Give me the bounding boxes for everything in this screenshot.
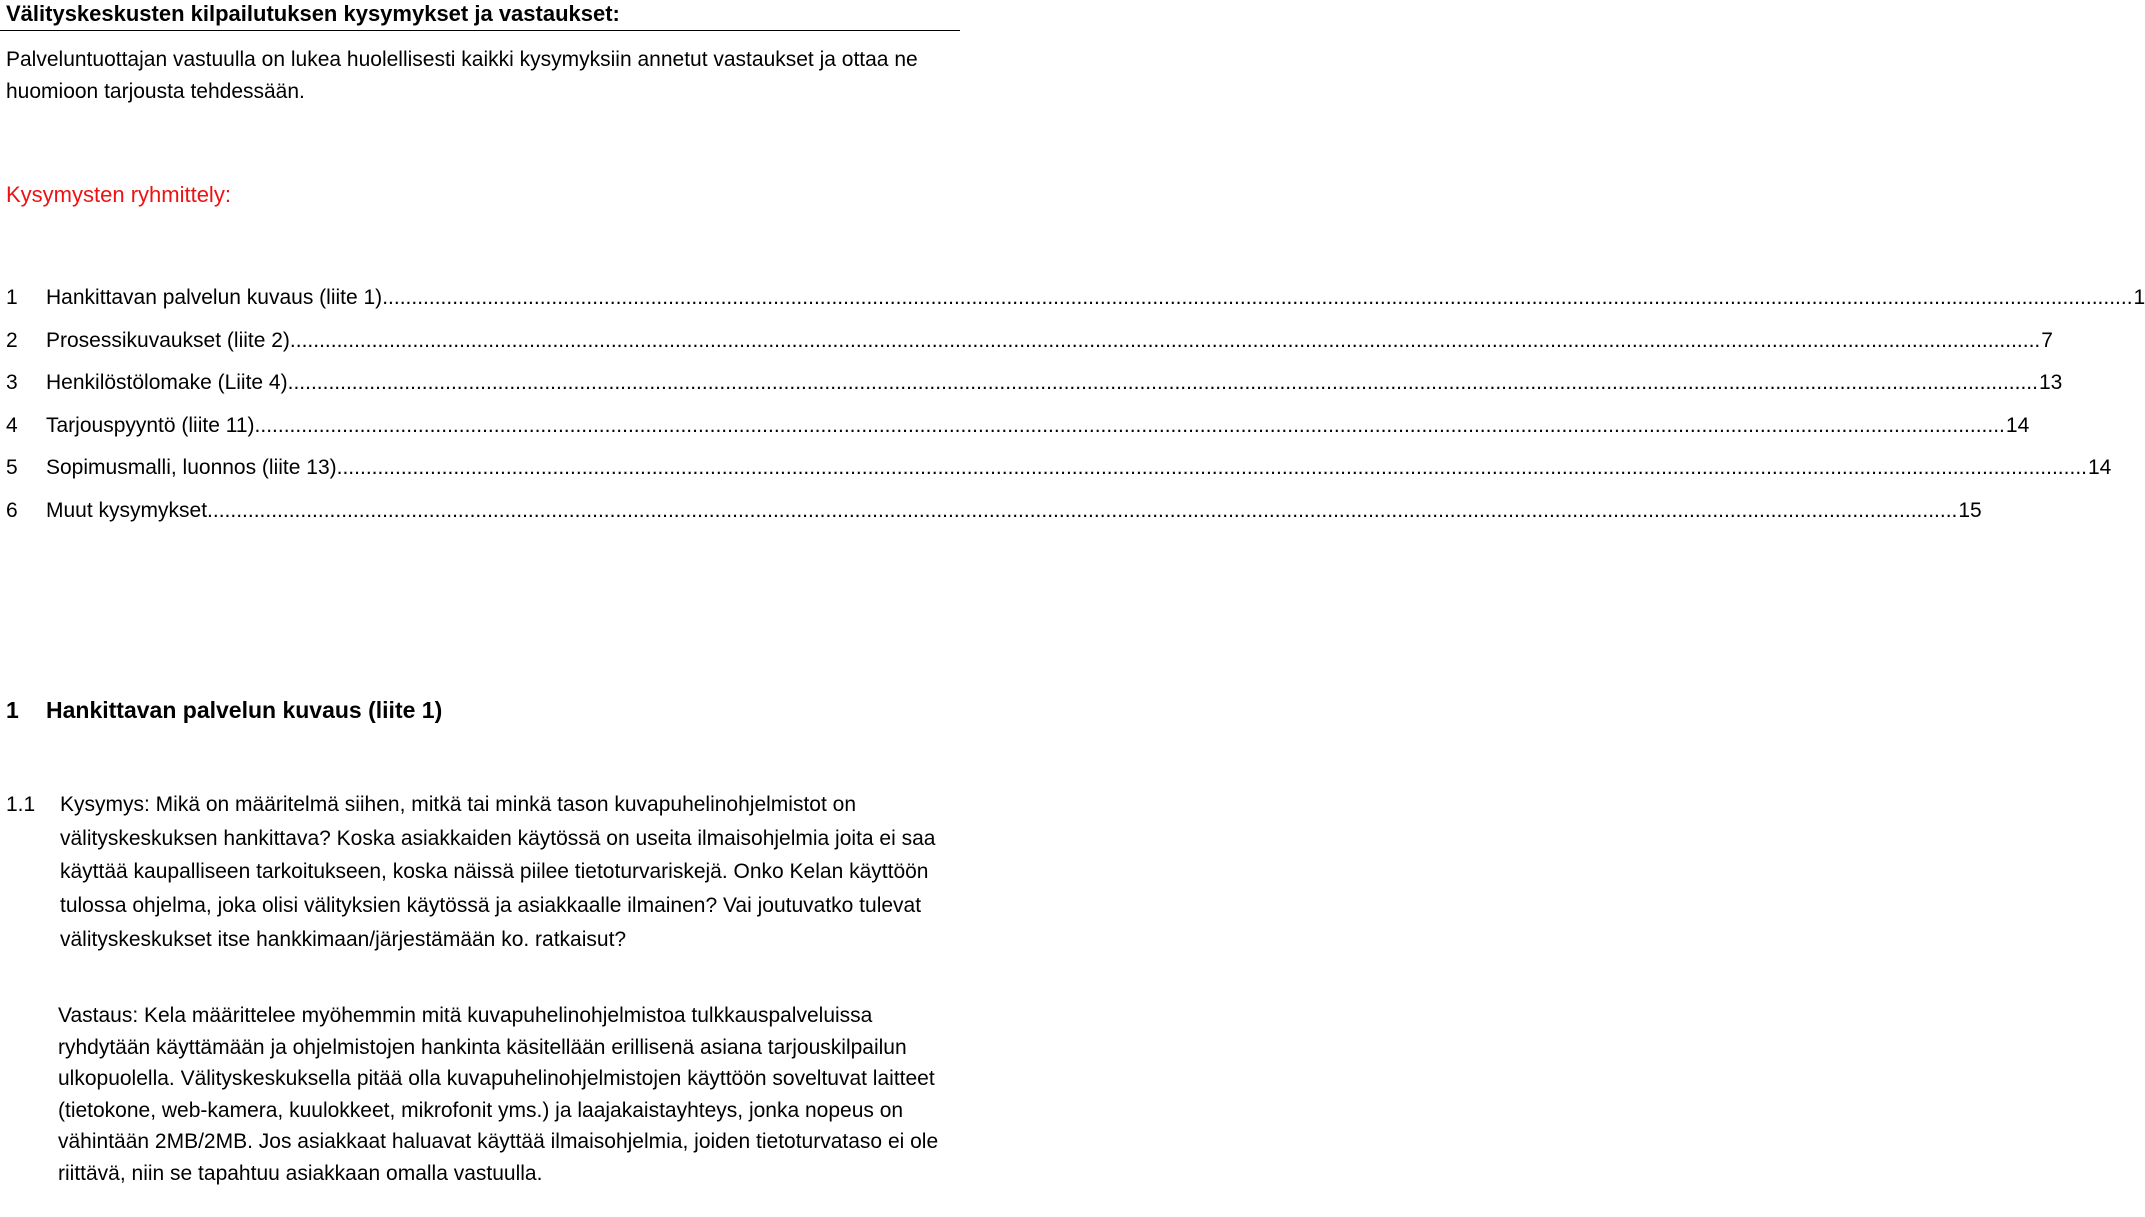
toc-leader-dots: ............................................................................................................................................................................................................................................................................................................ [287,371,2038,394]
toc-entry-label: Tarjouspyyntö (liite 11) [46,413,255,437]
toc-entry-label: Sopimusmalli, luonnos (liite 13) [46,456,337,479]
toc-leader-dots: ............................................................................................................................................................................................................................................................................................................ [207,498,1958,522]
toc-heading: Kysymysten ryhmittely: [6,182,231,207]
toc-entry-page: 15 [1958,498,1982,522]
toc-entry-number: 5 [6,456,18,479]
toc-entry-number: 6 [6,498,18,522]
intro-paragraph: Palveluntuottajan vastuulla on lukea huolellisesti kaikki kysymyksiin annetut vastaukset ja ottaa ne huomioon tarjousta tehdessään. [6,48,918,103]
toc-leader-dots: ............................................................................................................................................................................................................................................................................................................ [336,456,2087,479]
document-title: Välityskeskusten kilpailutuksen kysymykset ja vastaukset: [6,1,620,26]
toc-entry-number: 4 [6,413,18,437]
toc-entry[interactable] [6,365,2063,408]
toc-entry-number: 1 [6,286,18,309]
toc-entry[interactable] [6,450,2112,493]
toc-entry[interactable] [6,408,2030,451]
toc-entry-label: Hankittavan palvelun kuvaus (liite 1) [46,286,383,309]
answer-text: Vastaus: Kela määrittelee myöhemmin mitä kuvapuhelinohjelmistoa tulkkauspalveluissa ryhdytään käyttämään ja ohjelmistojen hankinta käsitellään erillisenä asiana tarjouskilpailun ulkopuolella. Välityskeskuksella pitää olla kuvapuhelinohjelmistojen käyttöön soveltuvat laitteet (tietokone, web-kamera, kuulokkeet, mikrofonit yms.) ja laajakaistayhteys, jonka nopeus on vähintään 2MB/2MB. Jos asiakkaat haluavat käyttää ilmaisohjelmia, joiden tietoturvataso ei ole riittävä, niin se tapahtuu asiakkaan omalla vastuulla. [58,1004,939,1185]
toc-leader-dots: ............................................................................................................................................................................................................................................................................................................ [254,413,2005,437]
section-number: 1 [6,697,19,723]
toc-entry-number: 3 [6,371,18,394]
toc-entry[interactable] [6,323,2053,366]
section-title: Hankittavan palvelun kuvaus (liite 1) [46,697,443,723]
toc-entry-number: 2 [6,328,18,352]
answer-block [58,1000,958,1189]
toc-leader-dots: ............................................................................................................................................................................................................................................................................................................ [382,286,2133,309]
toc-entry-page: 7 [2041,328,2053,352]
toc-entry[interactable] [6,493,1982,536]
table-of-contents [6,280,2145,535]
toc-entry[interactable] [6,280,2145,323]
toc-entry-page: 14 [2005,413,2030,437]
toc-entry-page: 1 [2133,286,2145,309]
toc-leader-dots: ............................................................................................................................................................................................................................................................................................................ [289,328,2041,352]
question-number: 1.1 [6,793,36,816]
toc-entry-label: Henkilöstölomake (Liite 4) [46,371,288,394]
toc-entry-label: Muut kysymykset [46,498,208,522]
section-heading [6,694,442,726]
toc-entry-page: 13 [2038,371,2063,394]
question-text: Kysymys: Mikä on määritelmä siihen, mitkä tai minkä tason kuvapuhelinohjelmistot on välityskeskuksen hankittava? Koska asiakkaiden käytössä on useita ilmaisohjelmia joita ei saa käyttää kaupalliseen tarkoitukseen, koska näissä piilee tietoturvariskejä. Onko Kelan käyttöön tulossa ohjelma, joka olisi välityksien käytössä ja asiakkaalle ilmainen? Vai joutuvatko tulevat välityskeskukset itse hankkimaan/järjestämään ko. ratkaisut? [60,793,936,951]
toc-entry-page: 14 [2087,456,2112,479]
question-block [6,788,956,957]
title-underline [0,30,960,31]
toc-entry-label: Prosessikuvaukset (liite 2) [46,328,290,352]
